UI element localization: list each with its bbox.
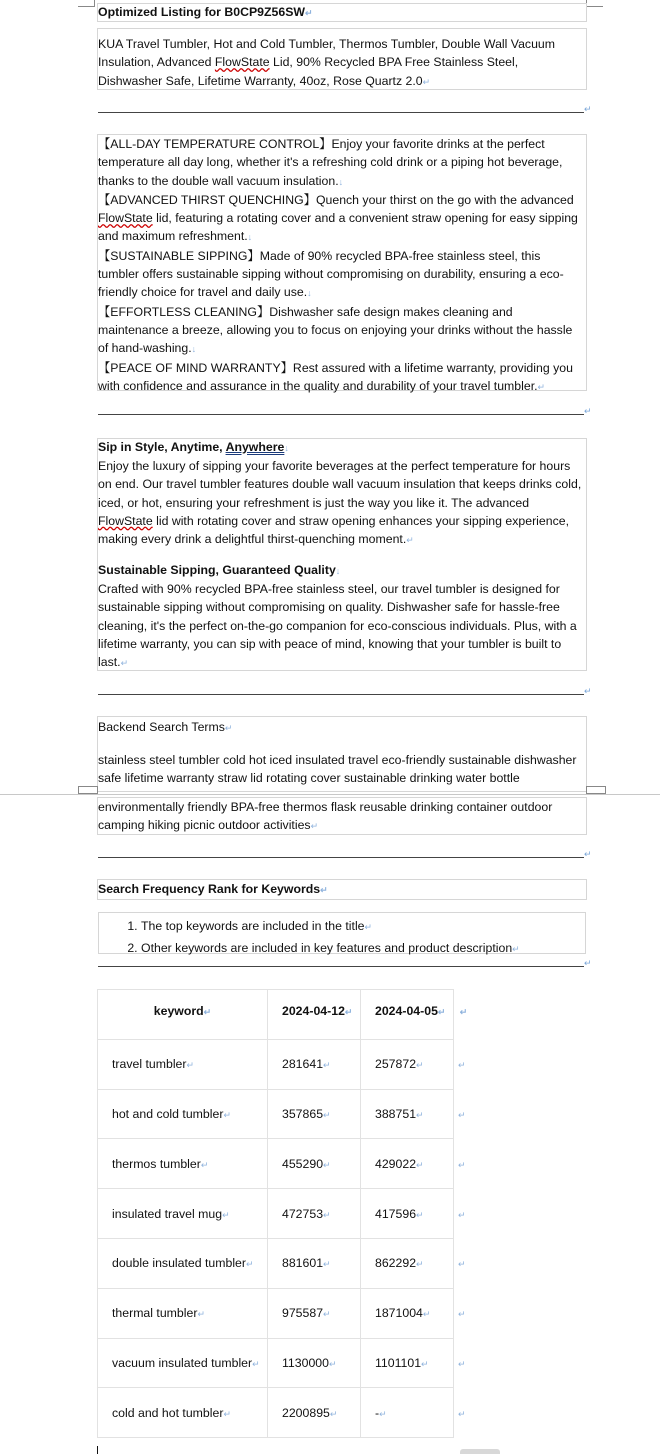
row-end-mark: ↵ (458, 1309, 466, 1320)
crop-mark-top-right (586, 0, 603, 7)
row-end-mark: ↵ (458, 1060, 466, 1071)
description-heading-1: Sip in Style, Anytime, Anywhere↓ (98, 440, 289, 454)
keyword-cell: cold and hot tumbler↵ (98, 1388, 268, 1438)
line-break-mark: ↓ (247, 232, 253, 243)
title-text-end: Lid, 90% Recycled BPA Free Stainless Steel, Dishwasher Safe, Lifetime Warranty, 40oz, Rose Quartz 2.0 (98, 55, 519, 88)
rank-cell-date-2: 1101101↵ (361, 1338, 454, 1388)
frequency-title: Search Frequency Rank for Keywords↵ (98, 882, 328, 896)
feature-2: 【ADVANCED THIRST QUENCHING】Quench your thirst on the go with the advanced FlowState lid, featuring a rotating cover and a convenient straw opening for easy sipping and maximum refreshment.↓ (98, 192, 578, 244)
rank-cell-date-2: 417596↵ (361, 1189, 454, 1239)
keyword-table (97, 989, 474, 1438)
row-end-mark: ↵ (458, 1109, 466, 1120)
rank-cell-date-1: 455290↵ (268, 1139, 361, 1189)
table-row (98, 1288, 474, 1338)
divider-line (98, 112, 584, 113)
line-break-mark: ↓ (284, 443, 289, 453)
feature-3: 【SUSTAINABLE SIPPING】Made of 90% recycled BPA-free stainless steel, this tumbler offers sustainable sipping without compromising on durability, ensuring a eco-friendly choice for travel and daily use.↓ (98, 248, 564, 300)
row-end-mark: ↵ (458, 1408, 466, 1419)
line-break-mark: ↓ (191, 344, 197, 355)
bottom-cursor (97, 1446, 98, 1454)
frequency-notes (98, 912, 586, 954)
note-item: 1. The top keywords are included in the title↵ (141, 916, 585, 938)
divider-line (98, 966, 584, 967)
row-end-mark: ↵ (458, 1358, 466, 1369)
rank-cell-date-1: 357865↵ (268, 1089, 361, 1139)
paragraph-mark: ↵ (512, 944, 520, 954)
line-break-mark: ↓ (335, 566, 341, 576)
feature-4: 【EFFORTLESS CLEANING】Dishwasher safe design makes cleaning and maintenance a breeze, allowing you to focus on enjoying your drinks without the hassle of hand-washing.↓ (98, 304, 573, 356)
line-end-mark: ↵ (584, 406, 592, 416)
paragraph-mark: ↵ (364, 922, 373, 932)
paragraph-mark: ↵ (406, 535, 414, 546)
table-row (98, 1089, 474, 1139)
line-end-mark: ↵ (584, 686, 592, 696)
paragraph-mark: ↵ (320, 885, 328, 895)
header-date-1: 2024-04-12↵ (268, 990, 361, 1040)
line-break-mark: ↓ (338, 176, 344, 187)
backend-label: Backend Search Terms↵ (98, 720, 233, 734)
rank-cell-date-2: 1871004↵ (361, 1288, 454, 1338)
rank-cell-date-1: 975587↵ (268, 1288, 361, 1338)
title-text: KUA Travel Tumbler, Hot and Cold Tumbler, Thermos Tumbler, Double Wall Vacuum Insulation, Advanced (98, 37, 556, 70)
page-break (0, 794, 660, 795)
listing-header (98, 3, 584, 22)
paragraph-mark: ↵ (224, 723, 233, 733)
rank-cell-date-2: 429022↵ (361, 1139, 454, 1189)
divider-line (98, 694, 584, 695)
keyword-cell: vacuum insulated tumbler↵ (98, 1338, 268, 1388)
feature-flowstate: FlowState (98, 211, 153, 226)
title-flowstate: FlowState (214, 55, 270, 70)
line-break-mark: ↓ (307, 288, 312, 299)
keyword-cell: hot and cold tumbler↵ (98, 1089, 268, 1139)
features-list (98, 135, 584, 396)
divider-line (98, 414, 584, 415)
rank-cell-date-2: 388751↵ (361, 1089, 454, 1139)
table-row (98, 1189, 474, 1239)
keyword-cell: insulated travel mug↵ (98, 1189, 268, 1239)
description-flowstate: FlowState (98, 513, 153, 528)
paragraph-mark: ↵ (537, 381, 546, 392)
table-row (98, 1139, 474, 1189)
table-row (98, 1238, 474, 1288)
header-keyword: keyword↵ (98, 990, 268, 1040)
scroll-handle[interactable] (460, 1449, 500, 1454)
feature-1: 【ALL-DAY TEMPERATURE CONTROL】Enjoy your favorite drinks at the perfect temperature all day long, whether it's a refreshing cold drink or a piping hot beverage, thanks to the double wall vacuum insulation.↓ (98, 137, 563, 188)
table-row (98, 1338, 474, 1388)
line-end-mark: ↵ (584, 958, 592, 968)
table-row (98, 1039, 474, 1089)
table-row (98, 1388, 474, 1438)
table-header-row (98, 990, 474, 1040)
row-end-mark: ↵ (459, 1007, 468, 1018)
divider-line (98, 857, 584, 858)
crop-mark-top-left (78, 0, 95, 7)
crop-mark-left (78, 786, 98, 794)
note-item: 2. Other keywords are included in key features and product description↵ (141, 938, 585, 960)
rank-cell-date-1: 881601↵ (268, 1238, 361, 1288)
rank-cell-date-1: 1130000↵ (268, 1338, 361, 1388)
rank-cell-date-1: 472753↵ (268, 1189, 361, 1239)
paragraph-mark: ↵ (310, 821, 319, 832)
rank-cell-date-2: -↵ (361, 1388, 454, 1438)
keyword-cell: thermos tumbler↵ (98, 1139, 268, 1189)
anywhere-text: Anywhere (225, 440, 285, 454)
description-paragraph-1: Enjoy the luxury of sipping your favorite beverages at the perfect temperature for hours on end. Our travel tumbler features double wall vacuum insulation that keeps drinks cold, iced, or hot, ensuring your refreshment is just the way you like it. The advanced FlowState lid with rotating cover and straw opening enhances your sipping experience, making every drink a delightful thirst-quenching moment.↵ (98, 459, 582, 547)
row-end-mark: ↵ (458, 1259, 466, 1270)
keyword-cell: double insulated tumbler↵ (98, 1238, 268, 1288)
backend-terms-part1: stainless steel tumbler cold hot iced insulated travel eco-friendly sustainable dishwasher safe lifetime warranty straw lid rotating cover sustainable drinking water bottle (98, 753, 577, 786)
listing-header-text: Optimized Listing for B0CP9Z56SW (98, 5, 306, 19)
paragraph-mark: ↵ (305, 8, 313, 18)
feature-5: 【PEACE OF MIND WARRANTY】Rest assured with a lifetime warranty, providing you with confidence and assurance in the quality and durability of your travel tumbler.↵ (98, 360, 573, 393)
rank-cell-date-1: 281641↵ (268, 1039, 361, 1089)
row-end-mark: ↵ (458, 1209, 466, 1220)
keyword-cell: travel tumbler↵ (98, 1039, 268, 1089)
crop-mark-right (586, 786, 606, 794)
header-date-2: 2024-04-05↵ (361, 990, 454, 1040)
line-end-mark: ↵ (584, 849, 592, 859)
listing-title (98, 35, 584, 91)
rank-cell-date-1: 2200895↵ (268, 1388, 361, 1438)
keyword-cell: thermal tumbler↵ (98, 1288, 268, 1338)
backend-terms-part2: environmentally friendly BPA-free thermos flask reusable drinking container outdoor camping hiking picnic outdoor activities↵ (98, 800, 553, 833)
description-heading-2: Sustainable Sipping, Guaranteed Quality↓ (98, 563, 341, 577)
row-end-mark: ↵ (458, 1159, 466, 1170)
description-paragraph-2: Crafted with 90% recycled BPA-free stainless steel, our travel tumbler is designed for sustainable sipping without compromising on quality. Dishwasher safe for hassle-free cleaning, it's the perfect on-the-go companion for eco-conscious individuals. Plus, with a lifetime warranty, you can sip with peace of mind, knowing that your tumbler is built to last.↵ (98, 582, 577, 670)
paragraph-mark: ↵ (422, 76, 431, 87)
paragraph-mark: ↵ (120, 658, 129, 669)
rank-cell-date-2: 862292↵ (361, 1238, 454, 1288)
rank-cell-date-2: 257872↵ (361, 1039, 454, 1089)
line-end-mark: ↵ (584, 104, 592, 114)
